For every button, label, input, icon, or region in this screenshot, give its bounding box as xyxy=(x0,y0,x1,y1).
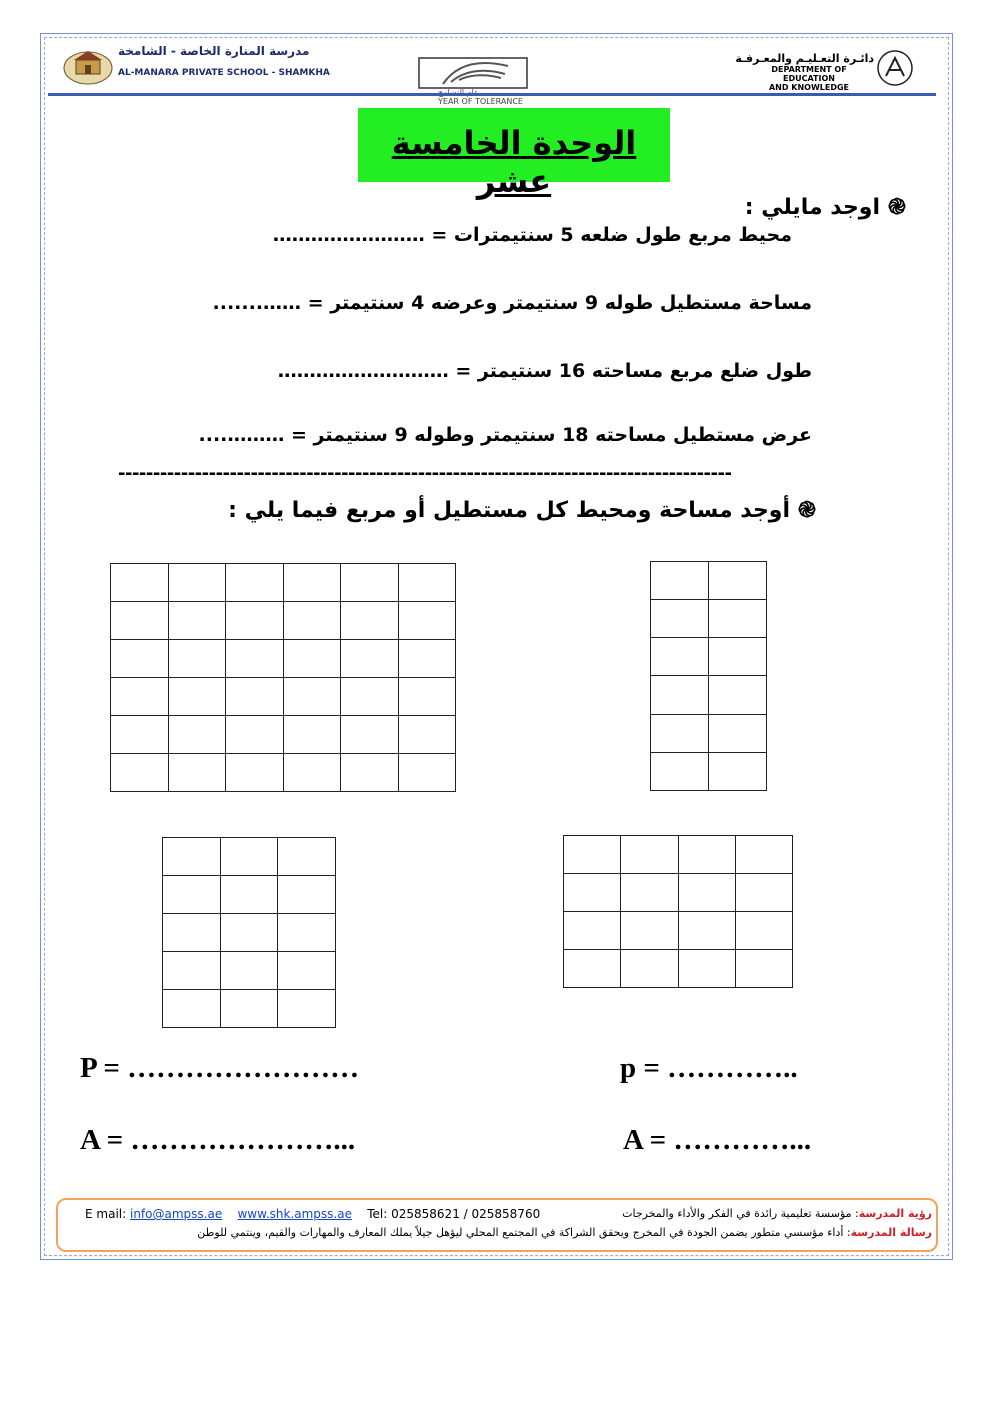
footer-mission xyxy=(197,1226,932,1239)
question-2: مساحة مستطيل طوله 9 سنتيمتر وعرضه 4 سنتيمتر = ……....... xyxy=(212,292,812,314)
grid-cell xyxy=(163,876,221,914)
grid-cell xyxy=(226,716,284,754)
grid-cell xyxy=(735,874,792,912)
grid-row xyxy=(111,602,456,640)
grid-cell xyxy=(564,950,621,988)
grid-row xyxy=(163,990,336,1028)
grid-cell xyxy=(168,564,226,602)
grid-cell xyxy=(283,678,341,716)
grid-cell xyxy=(621,950,678,988)
dept-name-en-line2: AND KNOWLEDGE xyxy=(768,83,850,92)
grid-cell xyxy=(709,600,767,638)
grid-cell xyxy=(398,678,456,716)
grid-cell xyxy=(163,838,221,876)
grid-row xyxy=(564,912,793,950)
question-1: محيط مربع طول ضلعه 5 سنتيمترات = …………………… xyxy=(272,224,792,246)
grid-cell xyxy=(163,914,221,952)
grid-row xyxy=(111,754,456,792)
grid-cell xyxy=(278,952,336,990)
swirl-bullet-icon: ֎ xyxy=(798,498,816,523)
answer-left-area: A = …………………... xyxy=(80,1124,356,1156)
grid-cell xyxy=(651,752,709,790)
header-divider xyxy=(48,93,936,96)
footer-contacts xyxy=(85,1207,540,1221)
grid-cell xyxy=(220,838,278,876)
grid-cell xyxy=(651,714,709,752)
grid-cell xyxy=(226,564,284,602)
grid-row xyxy=(564,950,793,988)
email-label: E mail: xyxy=(85,1207,127,1221)
grid-cell xyxy=(168,640,226,678)
grid-row xyxy=(163,952,336,990)
answer-left-perimeter: P = …………………… xyxy=(80,1052,360,1084)
grid-cell xyxy=(621,912,678,950)
grid-cell xyxy=(168,678,226,716)
swirl-bullet-icon: ֎ xyxy=(888,195,906,220)
school-name-en: AL-MANARA PRIVATE SCHOOL - SHAMKHA xyxy=(118,68,330,78)
grid-cell xyxy=(163,952,221,990)
answer-right-area: A = …………... xyxy=(623,1124,812,1156)
grid-cell xyxy=(398,640,456,678)
grid-top-right xyxy=(650,561,767,791)
grid-cell xyxy=(111,564,169,602)
dept-name-ar: دائـرة التعـليـم والمعـرفـة xyxy=(735,52,874,65)
grid-cell xyxy=(651,562,709,600)
grid-cell xyxy=(278,990,336,1028)
grid-row xyxy=(111,564,456,602)
grid-cell xyxy=(278,838,336,876)
section1-heading-text: اوجد مايلي : xyxy=(744,195,881,220)
grid-cell xyxy=(111,602,169,640)
dept-name-en-line1: DEPARTMENT OF EDUCATION xyxy=(771,65,847,83)
grid-top-left xyxy=(110,563,456,792)
grid-cell xyxy=(220,990,278,1028)
grid-cell xyxy=(564,874,621,912)
grid-cell xyxy=(678,912,735,950)
dept-emblem-icon xyxy=(876,48,914,88)
grid-cell xyxy=(341,564,399,602)
grid-row xyxy=(651,676,767,714)
grid-cell xyxy=(398,716,456,754)
grid-row xyxy=(163,914,336,952)
grid-row xyxy=(111,678,456,716)
grid-cell xyxy=(651,676,709,714)
grid-cell xyxy=(278,914,336,952)
answer-right-perimeter: p = ………….. xyxy=(620,1052,798,1084)
grid-cell xyxy=(220,952,278,990)
grid-cell xyxy=(278,876,336,914)
grid-cell xyxy=(735,950,792,988)
grid-cell xyxy=(283,602,341,640)
grid-cell xyxy=(283,640,341,678)
grid-cell xyxy=(398,602,456,640)
telephone: Tel: 025858621 / 025858760 xyxy=(367,1207,541,1221)
grid-cell xyxy=(226,602,284,640)
section2-heading xyxy=(228,495,816,524)
grid-cell xyxy=(283,564,341,602)
grid-cell xyxy=(283,754,341,792)
grid-cell xyxy=(621,836,678,874)
section-divider: ---------------------------------------------------------------------------------------- xyxy=(118,463,732,484)
grid-cell xyxy=(220,914,278,952)
grid-cell xyxy=(709,562,767,600)
grid-cell xyxy=(111,640,169,678)
grid-cell xyxy=(709,752,767,790)
grid-cell xyxy=(621,874,678,912)
grid-cell xyxy=(111,754,169,792)
grid-cell xyxy=(341,754,399,792)
grid-cell xyxy=(226,754,284,792)
mission-text: : أداء مؤسسي متطور يضمن الجودة في المخرج ويحقق الشراكة في المجتمع المحلي ليؤهل جيلاً يملك المعارف والمهارات والقيم، وينتمي للوطن xyxy=(197,1226,851,1239)
grid-cell xyxy=(735,912,792,950)
grid-cell xyxy=(709,714,767,752)
grid-cell xyxy=(678,836,735,874)
grid-row xyxy=(651,638,767,676)
grid-cell xyxy=(678,874,735,912)
dept-name-en xyxy=(744,65,874,92)
year-of-tolerance-text xyxy=(438,88,523,106)
grid-row xyxy=(651,752,767,790)
grid-cell xyxy=(168,716,226,754)
website-link[interactable]: www.shk.ampss.ae xyxy=(237,1207,352,1221)
grid-cell xyxy=(341,678,399,716)
section1-heading xyxy=(745,192,906,221)
grid-cell xyxy=(111,716,169,754)
email-link[interactable]: info@ampss.ae xyxy=(129,1207,223,1221)
grid-cell xyxy=(398,754,456,792)
grid-cell xyxy=(564,836,621,874)
grid-row xyxy=(651,562,767,600)
grid-cell xyxy=(341,716,399,754)
school-logo-icon xyxy=(62,46,114,86)
question-3: طول ضلع مربع مساحته 16 سنتيمتر = ……………………… xyxy=(277,360,812,382)
year-of-tolerance-en: YEAR OF TOLERANCE xyxy=(438,97,523,106)
grid-cell xyxy=(168,754,226,792)
mission-label: رسالة المدرسة xyxy=(850,1226,932,1239)
vision-label: رؤية المدرسة xyxy=(858,1207,932,1220)
grid-cell xyxy=(341,640,399,678)
school-name-ar: مدرسة المنارة الخاصة - الشامخة xyxy=(118,44,310,58)
grid-bottom-right xyxy=(563,835,793,988)
grid-cell xyxy=(678,950,735,988)
grid-cell xyxy=(651,638,709,676)
grid-cell xyxy=(226,640,284,678)
vision-text: : مؤسسة تعليمية رائدة في الفكر والأداء والمخرجات xyxy=(622,1207,859,1220)
grid-cell xyxy=(163,990,221,1028)
grid-row xyxy=(111,640,456,678)
grid-row xyxy=(651,600,767,638)
grid-row xyxy=(163,838,336,876)
grid-cell xyxy=(709,676,767,714)
grid-cell xyxy=(226,678,284,716)
grid-cell xyxy=(220,876,278,914)
grid-row xyxy=(163,876,336,914)
grid-cell xyxy=(168,602,226,640)
grid-cell xyxy=(564,912,621,950)
grid-row xyxy=(564,836,793,874)
grid-cell xyxy=(709,638,767,676)
grid-cell xyxy=(735,836,792,874)
grid-cell xyxy=(111,678,169,716)
grid-row xyxy=(111,716,456,754)
question-4: عرض مستطيل مساحته 18 سنتيمتر وطوله 9 سنتيمتر = ……….... xyxy=(198,424,812,446)
grid-cell xyxy=(341,602,399,640)
grid-row xyxy=(651,714,767,752)
grid-bottom-left xyxy=(162,837,336,1028)
grid-row xyxy=(564,874,793,912)
grid-cell xyxy=(398,564,456,602)
page-title: الوحدة الخامسة عشر xyxy=(391,124,637,200)
section2-heading-text: أوجد مساحة ومحيط كل مستطيل أو مربع فيما يلي : xyxy=(228,498,791,523)
footer-vision xyxy=(622,1207,932,1220)
grid-cell xyxy=(651,600,709,638)
grid-cell xyxy=(283,716,341,754)
